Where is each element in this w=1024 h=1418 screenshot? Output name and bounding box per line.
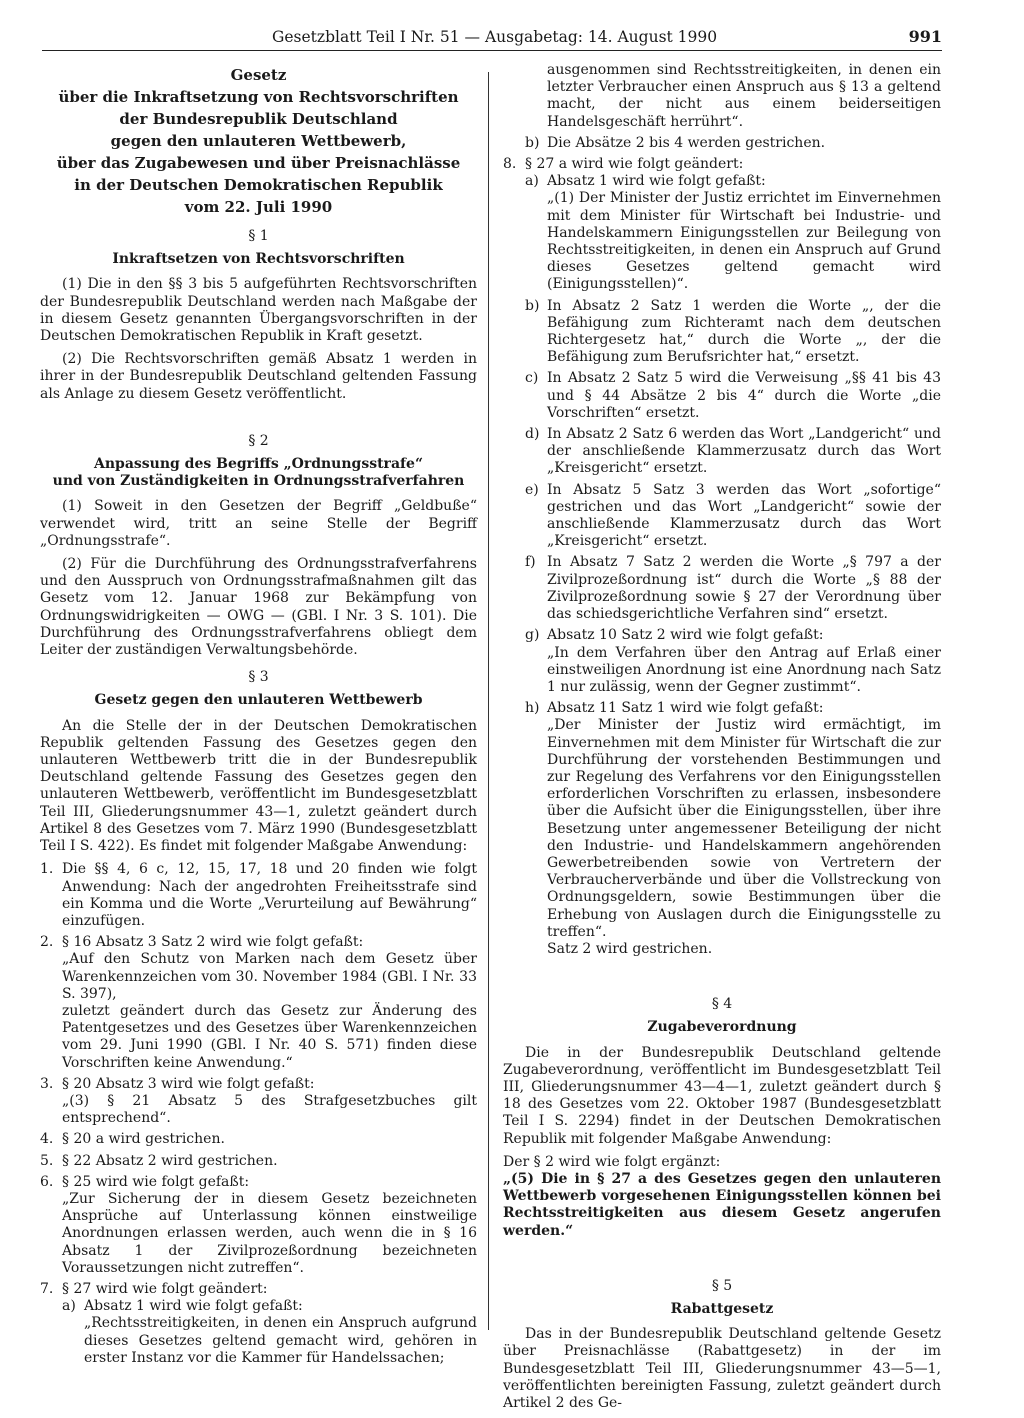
sub-item-letter: d) <box>525 426 540 443</box>
sub-item-text: Absatz 1 wird wie folgt gefaßt: <box>547 173 766 190</box>
list-number: 5. <box>40 1152 54 1169</box>
sub-item-text: In Absatz 2 Satz 1 werden die Worte „, der die Befähigung zum Richteramt nach dem deutschen Richtergesetz hat,“ durch die Worte „, der die Befähigung zum Berufsrichter hat,“ ersetzt. <box>547 297 941 366</box>
title-line: der Bundesrepublik Deutschland <box>119 110 398 128</box>
quoted-text: „Rechtsstreitigkeiten, in denen ein Anspruch aufgrund dieses Gesetzes geltend gemacht wird, gehören in erster Instanz vor die Kammer für Handelssachen; <box>84 1315 477 1366</box>
quoted-text-continued: ausgenommen sind Rechtsstreitigkeiten, in denen ein letzter Verbraucher einen Anspruch aus § 13 a geltend macht, der nicht aus einem beiderseitigen Handelsgeschäft herrührt“. <box>547 62 941 130</box>
sub-item <box>525 554 941 623</box>
sub-item-text: Die Absätze 2 bis 4 werden gestrichen. <box>547 134 826 151</box>
section-5-para-1: Das in der Bundesrepublik Deutschland geltende Gesetz über Preisnachlässe (Rabattgesetz) in der im Bundesgesetzblatt Teil III, Gliederungsnummer 43—5—1, veröffentlichten bereinigten Fassung, zuletzt geändert durch Artikel 2 des Ge- <box>503 1326 941 1412</box>
law-date: vom 22. Juli 1990 <box>184 198 333 216</box>
sub-item-letter: c) <box>525 370 539 387</box>
list-number: 1. <box>40 861 54 878</box>
list-number: 3. <box>40 1075 54 1092</box>
list-item <box>40 1131 477 1148</box>
right-column <box>503 62 941 1418</box>
list-text: § 27 wird wie folgt geändert: <box>62 1280 268 1297</box>
column-divider <box>488 72 489 1330</box>
sub-item-letter: a) <box>525 173 539 190</box>
section-1-heading: Inkraftsetzen von Rechtsvorschriften <box>112 251 405 268</box>
list-number: 2. <box>40 934 54 951</box>
sub-item-text: In Absatz 5 Satz 3 werden das Wort „sofortige“ gestrichen und das Wort „Landgericht“ sowie der anschließende Klammerzusatz durch das Wort „Kreisgericht“ ersetzt. <box>547 481 941 550</box>
section-2-sign: § 2 <box>248 432 269 449</box>
sub-item-letter: f) <box>525 554 536 571</box>
sub-item-letter: e) <box>525 481 539 498</box>
sub-item <box>525 298 941 367</box>
quoted-text: „In dem Verfahren über den Antrag auf Erlaß einer einstweiligen Anordnung ist eine Anordnung nach Satz 1 nur zulässig, wenn der Gegner zustimmt“. <box>547 644 941 695</box>
quoted-text: „Der Minister der Justiz wird ermächtigt, im Einvernehmen mit dem Minister für Wirtschaft die zur Durchführung der vorstehenden Bestimmungen und zur Regelung des Verfahrens vor den Einigungsstellen erforderlichen Vorschriften zu erlassen, insbesondere über die Aufsicht über die Einigungsstellen, über ihre Besetzung unter angemessener Beteiligung der nicht den Industrie- und Handelskammern angehörenden Gewerbetreibenden sowie von Vertretern der Verbraucherverbände und über die Vollstreckung von Ordnungsgeldern, sowie Bestimmungen über die Erhebung von Auslagen durch die Einigungsstelle zu treffen“. <box>547 717 941 940</box>
quoted-text: zuletzt geändert durch das Gesetz zur Änderung des Patentgesetzes und des Gesetzes über Warenkennzeichen vom 29. Juni 1990 (GBl. I Nr. 40 S. 571) finden diese Vorschriften keine Anwendung.“ <box>62 1002 477 1071</box>
section-2-para-2: (2) Für die Durchführung des Ordnungsstrafverfahrens und den Ausspruch von Ordnungsstrafmaßnahmen gilt das Gesetz vom 12. Januar 1968 zur Bekämpfung von Ordnungswidrigkeiten — OWG — (GBl. I Nr. 3 S. 101). Die Durchführung des Ordnungsstrafverfahrens obliegt dem Leiter der zuständigen Verwaltungsbehörde. <box>40 556 477 659</box>
title-line: gegen den unlauteren Wettbewerb, <box>110 132 407 150</box>
section-4-para-2: Der § 2 wird wie folgt ergänzt: <box>503 1153 721 1170</box>
section-1-para-2: (2) Die Rechtsvorschriften gemäß Absatz 1 werden in ihrer in der Bundesrepublik Deutschland geltenden Fassung als Anlage zu diesem Gesetz veröffentlicht. <box>40 351 477 402</box>
section-5-heading: Rabattgesetz <box>670 1301 774 1317</box>
sub-item <box>525 700 941 717</box>
sub-item-letter: a) <box>62 1298 76 1315</box>
section-3-intro: An die Stelle der in der Deutschen Demokratischen Republik geltenden Fassung des Gesetzes gegen den unlauteren Wettbewerb tritt die in der Bundesrepublik Deutschland geltende Fassung des Gesetzes gegen den unlauteren Wettbewerb, veröffentlicht im Bundesgesetzblatt Teil III, Gliederungsnummer 43—1, zuletzt geändert durch Artikel 8 des Gesetzes vom 7. März 1990 (Bundesgesetzblatt Teil I S. 422). Es findet mit folgender Maßgabe Anwendung: <box>40 717 477 855</box>
law-title <box>40 64 477 218</box>
section-5-sign: § 5 <box>711 1277 733 1294</box>
running-title: Gesetzblatt Teil I Nr. 51 — Ausgabetag: 14. August 1990 <box>272 28 718 46</box>
sub-item-letter: h) <box>525 700 540 717</box>
section-1-sign: § 1 <box>248 228 269 244</box>
section-2-heading-line-2: und von Zuständigkeiten in Ordnungsstrafverfahren <box>52 473 465 490</box>
section-4-sign: § 4 <box>711 996 733 1013</box>
section-1-para-1: (1) Die in den §§ 3 bis 5 aufgeführten Rechtsvorschriften der Bundesrepublik Deutschland werden nach Maßgabe der in diesem Gesetz genannten Übergangsvorschriften in der Deutschen Demokratischen Republik in Kraft gesetzt. <box>40 276 477 345</box>
sub-item-text: In Absatz 2 Satz 6 werden das Wort „Landgericht“ und der anschließende Klammerzusatz durch das Wort „Kreisgericht“ ersetzt. <box>547 426 941 477</box>
list-item <box>40 1076 477 1093</box>
sub-item-letter: g) <box>525 627 540 644</box>
sub-item-text: Absatz 11 Satz 1 wird wie folgt gefaßt: <box>547 700 824 717</box>
sub-item-text: In Absatz 7 Satz 2 werden die Worte „§ 797 a der Zivilprozeßordnung ist“ durch die Worte „§ 88 der Zivilprozeßordnung sowie § 27 der Verordnung über das schiedsgerichtliche Verfahren sind“ ersetzt. <box>547 554 941 623</box>
header-rule <box>42 50 942 51</box>
list-number: 7. <box>40 1280 54 1297</box>
sub-item <box>62 1298 477 1315</box>
list-text: § 27 a wird wie folgt geändert: <box>525 156 744 173</box>
section-4-para-1: Die in der Bundesrepublik Deutschland geltende Zugabeverordnung, veröffentlicht im Bundesgesetzblatt Teil III, Gliederungsnummer 43—4—1, zuletzt geändert durch § 18 des Gesetzes vom 22. Oktober 1987 (Bundesgesetzblatt Teil I S. 2294) findet in der Deutschen Demokratischen Republik mit folgender Maßgabe Anwendung: <box>503 1044 941 1147</box>
section-3-sign: § 3 <box>248 669 269 686</box>
list-item <box>40 934 477 951</box>
title-line: über das Zugabewesen und über Preisnachlässe <box>56 154 461 172</box>
quoted-text: Satz 2 wird gestrichen. <box>547 940 713 957</box>
page-number: 991 <box>908 27 942 46</box>
quoted-text: „(1) Der Minister der Justiz errichtet im Einvernehmen mit dem Minister für Wirtschaft bei Industrie- und Handelskammern Einigungsstellen zur Beilegung von Rechtsstreitigkeiten, in denen ein Anspruch auf Grund dieses Gesetzes geltend gemacht wird (Einigungsstellen)“. <box>547 190 941 293</box>
list-number: 4. <box>40 1131 54 1148</box>
sub-item <box>525 426 941 478</box>
sub-item-text: In Absatz 2 Satz 5 wird die Verweisung „§§ 41 bis 43 und § 44 Absätze 2 bis 4“ durch die Worte „die Vorschriften“ ersetzt. <box>547 370 941 421</box>
section-3-heading: Gesetz gegen den unlauteren Wettbewerb <box>94 692 423 709</box>
list-text: § 20 Absatz 3 wird wie folgt gefaßt: <box>62 1075 315 1092</box>
list-number: 6. <box>40 1173 54 1190</box>
page-header <box>42 24 942 50</box>
list-text: § 16 Absatz 3 Satz 2 wird wie folgt gefaßt: <box>62 934 364 951</box>
title-line: über die Inkraftsetzung von Rechtsvorschriften <box>58 88 459 106</box>
sub-item-text: Absatz 1 wird wie folgt gefaßt: <box>84 1298 303 1315</box>
sub-item-letter: b) <box>525 297 540 314</box>
sub-item <box>525 370 941 422</box>
sub-item <box>525 173 941 190</box>
title-line: in der Deutschen Demokratischen Republik <box>74 176 443 194</box>
section-4-heading: Zugabeverordnung <box>647 1019 797 1036</box>
quoted-text: „(3) § 21 Absatz 5 des Strafgesetzbuches gilt entsprechend“. <box>62 1092 477 1127</box>
sub-item-text: Absatz 10 Satz 2 wird wie folgt gefaßt: <box>547 627 824 644</box>
title-line: Gesetz <box>230 66 287 84</box>
left-column <box>40 62 477 1371</box>
list-text: § 20 a wird gestrichen. <box>62 1131 225 1148</box>
sub-item <box>525 135 941 152</box>
list-item <box>40 1174 477 1191</box>
list-text: Die §§ 4, 6 c, 12, 15, 17, 18 und 20 finden wie folgt Anwendung: Nach der angedrohten Freiheitsstrafe sind ein Komma und die Worte „Verurteilung auf Bewährung“ einzufügen. <box>62 861 477 929</box>
sub-item <box>525 482 941 551</box>
list-number: 8. <box>503 156 517 173</box>
section-2-heading-line-1: Anpassung des Begriffs „Ordnungsstrafe“ <box>93 456 423 473</box>
list-text: § 22 Absatz 2 wird gestrichen. <box>62 1152 278 1169</box>
section-4-para-3: „(5) Die in § 27 a des Gesetzes gegen den unlauteren Wettbewerb vorgesehenen Einigungsstellen können bei Rechtsstreitigkeiten aus diesem Gesetz angerufen werden.“ <box>503 1170 941 1239</box>
list-item <box>503 156 941 173</box>
list-item <box>40 1281 477 1298</box>
sub-item-letter: b) <box>525 134 540 151</box>
list-text: § 25 wird wie folgt gefaßt: <box>62 1173 250 1190</box>
quoted-text: „Auf den Schutz von Marken nach dem Gesetz über Warenkennzeichen vom 30. November 1984 (GBl. I Nr. 33 S. 397), <box>62 951 477 1002</box>
list-item <box>40 1153 477 1170</box>
list-item <box>40 861 477 930</box>
quoted-text: „Zur Sicherung der in diesem Gesetz bezeichneten Ansprüche auf Unterlassung können einstweilige Anordnungen erlassen werden, auch wenn die in § 16 Absatz 1 der Zivilprozeßordnung bezeichneten Voraussetzungen nicht zutreffen“. <box>62 1190 477 1276</box>
sub-item <box>525 627 941 644</box>
section-2-para-1: (1) Soweit in den Gesetzen der Begriff „Geldbuße“ verwendet wird, tritt an seine Stelle der Begriff „Ordnungsstrafe“. <box>40 498 477 549</box>
